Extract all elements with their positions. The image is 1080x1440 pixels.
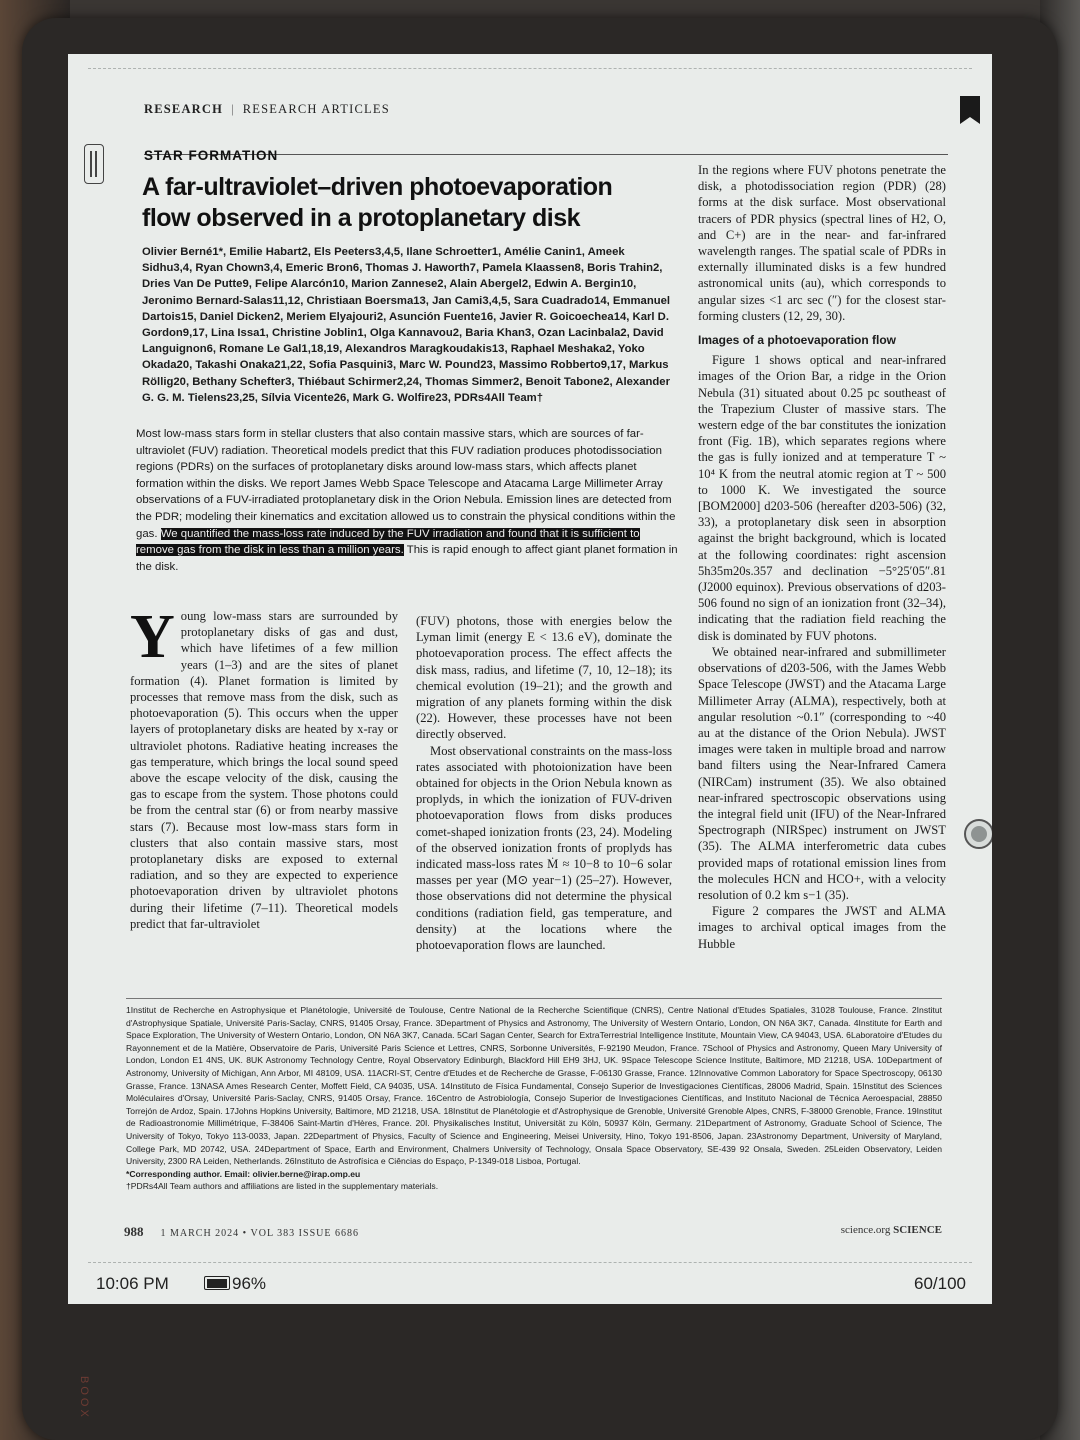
affiliations-text: 1Institut de Recherche en Astrophysique et Planétologie, Université de Toulouse, Centre National de la Recherche Scientifique (CNRS), Centre National d'Etudes Spatiales, 31028 Toulouse, France. 2Institut d'Astrophysique Spatiale, Université Paris-Saclay, CNRS, 91405 Orsay, France. 3Department of Physics and Astronomy, The University of Western Ontario, London, ON N6A 3K7, Canada. 4Institute for Earth and Space Exploration, The University of Western Ontario, London, ON N6A 3K7, Canada. 5Carl Sagan Center, Search for ExtraTerrestrial Intelligence Institute, Mountain View, CA 94043, USA. 6Laboratoire d'Etudes du Rayonnement et de la Matière, Observatoire de Paris, Université Paris Science et Lettres, CNRS, Sorbonne Universités, F-92190 Meudon, France. 7School of Physics and Astronomy, Queen Mary University of London, London E1 4NS, UK. 8UK Astronomy Technology Centre, Royal Observatory Edinburgh, Blackford Hill EH9 3HJ, UK. 9Space Telescope Science Institute, Baltimore, MD 21218, USA. 10Department of Astronomy, University of Michigan, Ann Arbor, MI 48109, USA. 11ACRI-ST, Centre d'Etudes et de Recherche de Grasse, F-06130 Grasse, France. 12Innovative Common Laboratory for Space Spectroscopy, 06130 Grasse, France. 13NASA Ames Research Center, Moffett Field, CA 94035, USA. 14Instituto de Física Fundamental, Consejo Superior de Investigaciones Científicas, 28006 Madrid, Spain. 15Institut des Sciences Moléculaires d'Orsay, Université Paris-Saclay, CNRS, 91405 Orsay, France. 16Centro de Astrobiología, Consejo Superior de Investigaciones Científicas, and Instituto Nacional de Técnica Aeroespacial, 28850 Torrejón de Ardoz, Spain. 17Johns Hopkins University, Baltimore, MD 21218, USA. 18Institut de Planétologie et d'Astrophysique de Grenoble, Université Grenoble Alpes, CNRS, F-38000 Grenoble, France. 19Institut de Radioastronomie Millimétrique, F-38406 Saint-Martin d'Hères, France. 20I. Physikalisches Institut, Universität zu Köln, 50937 Köln, Germany. 21Department of Astronomy, Graduate School of Science, The University of Tokyo, Tokyo 113-0033, Japan. 22Department of Physics, Faculty of Science and Engineering, Meisei University, Hino, Tokyo 191-8506, Japan. 23Astronomy Department, University of Maryland, College Park, MD 20742, USA. 24Department of Space, Earth and Environment, Chalmers University of Technology, Onsala Space Observatory, SE-439 92 Onsala, Sweden. 25Leiden Observatory, Leiden University, 2300 RA Leiden, Netherlands. 26Instituto de Astrofísica e Ciências do Espaço, P-1349-018 Lisboa, Portugal. <box>126 1005 942 1167</box>
body-column-3 <box>698 162 946 952</box>
article-abstract[interactable] <box>136 426 678 575</box>
bookmark-icon[interactable] <box>960 96 980 124</box>
section-heading: Images of a photoevaporation flow <box>698 333 897 348</box>
author-list: Olivier Berné1*, Emilie Habart2, Els Peeters3,4,5, Ilane Schroetter1, Amélie Canin1, Ameek Sidhu3,4, Ryan Chown3,4, Emeric Bron6, Thomas J. Haworth7, Pamela Klaassen8, Boris Trahin2, Dries Van De Putte9, Felipe Alarcón10, Marion Zannese2, Alain Abergel2, Edwin A. Bergin10, Jeronimo Bernard-Salas11,12, Christiaan Boersma13, Jan Cami3,4,5, Sara Cuadrado14, Emmanuel Dartois15, Daniel Dicken2, Meriem Elyajouri2, Asunción Fuente16, Javier R. Goicoechea14, Karl D. Gordon9,17, Lina Issa1, Christine Joblin1, Olga Kannavou2, Baria Khan3, Ozan Lacinbala2, David Languignon6, Romane Le Gal1,18,19, Alexandros Maragkoudakis13, Raphael Meshaka2, Yoko Okada20, Takashi Onaka21,22, Sofia Pasquini3, Marc W. Pound23, Massimo Robberto9,17, Markus Röllig20, Bethany Schefter3, Thiébaut Schirmer2,24, Thomas Simmer2, Benoit Tabone2, Alexander G. G. M. Tielens23,25, Sílvia Vicente26, Mark G. Wolfire23, PDRs4All Team† <box>142 246 671 404</box>
article-kicker: STAR FORMATION <box>144 148 279 163</box>
page-progress[interactable]: 60/100 <box>914 1274 966 1293</box>
article-title: A far-ultraviolet–driven photoevaporation flow observed in a protoplanetary disk <box>142 173 613 232</box>
header-subsection: RESEARCH ARTICLES <box>242 102 390 116</box>
reader-status-bar <box>68 1264 992 1304</box>
abstract-text: Most low-mass stars form in stellar clusters that also contain massive stars, which are sources of far-ultraviolet (FUV) radiation. Theoretical models predict that this FUV radiation produces photodissociation regions (PDRs) on the surfaces of protoplanetary disks around low-mass stars, which affects planet formation within the disks. We report James Webb Space Telescope and Atacama Large Millimeter Array observations of a FUV-irradiated protoplanetary disk in the Orion Nebula. Emission lines are detected from the PDR; modeling their kinematics and excitation allowed us to constrain the physical conditions within the gas. <box>136 428 676 540</box>
paragraph: oung low-mass stars are surrounded by protoplanetary disks of gas and dust, which have lifetimes of a few million years (1–3) and are the sites of planet formation (4). Planet formation is limited by processes that remove mass from the disk, such as photoevaporation (5). This occurs when the upper layers of protoplanetary disks are heated by x-ray or ultraviolet photons. Radiative heating increases the gas temperature, which brings the local sound speed above the escape velocity of the disk, causing the gas to escape from the system. Those photons could be from the central star (6) or from nearby massive stars (7). Because most low-mass stars form in clusters that also contain massive stars, most protoplanetary disks are exposed to external radiation, and so they are expected to experience photoevaporation driven by ultraviolet photons during their lifetime (7–11). Theoretical models predict that far-ultraviolet <box>130 609 398 931</box>
top-dashed-divider <box>88 68 972 69</box>
paragraph: We obtained near-infrared and submillimeter observations of d203-506, with the James Webb Space Telescope (JWST) and the Atacama Large Millimeter Array (ALMA), respectively, both at angular resolution ~0.1″ (corresponding to ~40 au at the distance of the Orion Nebula). JWST images were taken in multiple broad and narrow band filters using the Near-Infrared Camera (NIRCam) instrument (35). We also obtained near-infrared spectroscopic observations using the integral field unit (IFU) of the Near-Infrared Spectrograph (NIRSpec) instrument on JWST (35). The ALMA interferometric data cubes provided maps of rotational emission lines from the molecules HCN and HCO+, with a velocity resolution of 0.2 km s−1 (35). <box>698 644 946 902</box>
paragraph: Most observational constraints on the mass-loss rates associated with photoionization have been obtained for objects in the Orion Nebula known as proplyds, in which the ionization of FUV-driven photoevaporation flows from disks produces comet-shaped ionization fronts (23, 24). Modeling of the observed ionization fronts of proplyds has indicated mass-loss rates Ṁ ≈ 10−8 to 10−6 solar masses per year (M⊙ year−1) (25–27). However, those observations did not determine the physical conditions (radiation field, gas temperature, and density) at the locations where the photoevaporation flows are launched. <box>416 743 672 953</box>
abstract-text-end: This is rapid enough to affect giant planet formation in the disk. <box>136 544 678 573</box>
footnote-rule <box>126 998 942 999</box>
side-menu-handle-icon[interactable] <box>84 144 104 184</box>
battery-icon <box>204 1276 230 1290</box>
corresponding-author: *Corresponding author. Email: olivier.berne@irap.omp.eu <box>126 1168 361 1179</box>
device-brand-logo: BOOX <box>78 1376 90 1420</box>
clock: 10:06 PM <box>96 1274 169 1293</box>
paragraph: (FUV) photons, those with energies below the Lyman limit (energy E < 13.6 eV), dominate the photoevaporation process. The effect affects the disk mass, radius, and lifetime (7, 10, 12–18); its chemical evolution (19–21); and the growth and migration of any planets forming within the disk (22). However, these processes have not been directly observed. <box>416 614 672 742</box>
issue-info: 1 MARCH 2024 • VOL 383 ISSUE 6686 <box>160 1228 359 1239</box>
header-section: RESEARCH <box>144 102 224 116</box>
journal-header: RESEARCH | RESEARCH ARTICLES <box>144 102 390 116</box>
footer-site: science.org <box>840 1224 891 1236</box>
footer-journal: SCIENCE <box>893 1224 942 1236</box>
drop-cap: Y <box>130 603 175 671</box>
page-footer <box>124 1224 942 1242</box>
abstract-highlighted-text[interactable]: We quantified the mass-loss rate induced by the FUV irradiation and found that it is sufficient to remove gas from the disk in less than a million years. <box>136 527 640 557</box>
paragraph: In the regions where FUV photons penetrate the disk, a photodissociation region (PDR) (28) forms at the disk surface. Most observational tracers of PDR physics (spectral lines of H2, O, and C+) are in the near- and far-infrared wavelength ranges. The spatial scale of PDRs in externally illuminated disks is a few hundred astronomical units (au), which corresponds to angular sizes <1 arc sec (″) for the closest star-forming clusters (12, 29, 30). <box>698 163 946 323</box>
paragraph: Figure 2 compares the JWST and ALMA images to archival optical images from the Hubble <box>698 904 946 951</box>
bottom-dashed-divider <box>88 1262 972 1263</box>
body-column-2 <box>416 613 672 953</box>
reader-screen[interactable] <box>68 54 992 1304</box>
team-note: †PDRs4All Team authors and affiliations are listed in the supplementary materials. <box>126 1181 439 1192</box>
body-column-1 <box>130 603 398 932</box>
affiliations-footnotes <box>126 1004 942 1193</box>
paragraph: Figure 1 shows optical and near-infrared images of the Orion Bar, a ridge in the Orion Nebula (31) situated about 0.25 pc southeast of the Trapezium Cluster of massive stars. The western edge of the bar constitutes the ionization front (Fig. 1B), which separates regions where the gas is fully ionized and at temperature T ~ 10⁴ K from the neutral atomic region at T ~ 500 to 1000 K. We investigated the source [BOM2000] d203-506 (hereafter d203-506) (32, 33), a protoplanetary disk seen in absorption against the bright background, which is located at the following coordinates: right ascension 5h35m20s.357 and declination −5°25′05″.81 (J2000 equinox). Previous observations of d203-506 found no sign of an ionization front (32–34), indicating that the radiation field reaching the disk is dominated by FUV photons. <box>698 353 946 643</box>
page-number: 988 <box>124 1224 144 1239</box>
battery-percentage: 96% <box>232 1274 267 1293</box>
floating-navigation-ball-icon[interactable] <box>964 819 992 849</box>
